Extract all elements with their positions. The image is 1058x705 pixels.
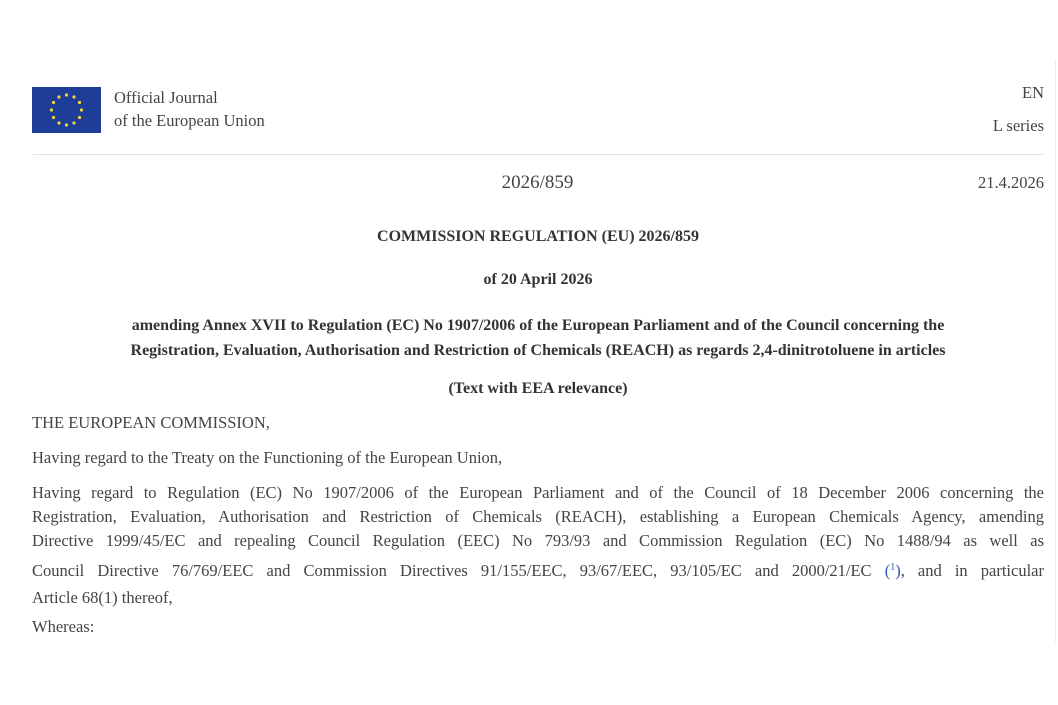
journal-title xyxy=(114,86,265,132)
eu-flag-icon xyxy=(32,87,101,133)
citation-line-5: Article 68(1) thereof, xyxy=(32,588,173,607)
journal-header xyxy=(32,83,1044,137)
footnote-number: 1 xyxy=(890,562,896,573)
series-label: L series xyxy=(992,116,1044,135)
regulation-citation xyxy=(32,481,1044,610)
eea-relevance-note: (Text with EEA relevance) xyxy=(448,380,628,397)
footnote-1-link[interactable] xyxy=(885,561,901,580)
treaty-citation: Having regard to the Treaty on the Functioning of the European Union, xyxy=(32,448,503,467)
document-number: 2026/859 xyxy=(501,172,574,193)
page-right-border xyxy=(1055,60,1056,642)
journal-title-line1: Official Journal xyxy=(114,88,218,107)
publication-date: 21.4.2026 xyxy=(978,173,1044,192)
regulation-subtitle-line1: amending Annex XVII to Regulation (EC) No 1907/2006 of the European Parliament and of the Council concerning the xyxy=(131,317,945,334)
journal-meta xyxy=(993,82,1044,137)
language-code: EN xyxy=(1022,83,1044,102)
regulation-subtitle-line2: Registration, Evaluation, Authorisation and Restriction of Chemicals (REACH) as regards 2,4-dinitrotoluene in articles xyxy=(130,342,946,359)
citation-line-2: Registration, Evaluation, Authorisation and Restriction of Chemicals (REACH), establishing a European Chemicals Agency, amending xyxy=(32,507,1044,526)
citation-line-4 xyxy=(32,553,1044,586)
regulation-subtitle xyxy=(32,313,1044,363)
citation-line-4-tail: , and in particular xyxy=(900,561,1044,580)
footnote-close-paren: ) xyxy=(895,561,901,580)
citation-line-4-text: Council Directive 76/769/EEC and Commission Directives 91/155/EEC, 93/67/EEC, 93/105/EC and 2000/21/EC xyxy=(32,561,872,580)
regulation-title: COMMISSION REGULATION (EU) 2026/859 xyxy=(377,228,699,245)
journal-title-line2: of the European Union xyxy=(114,111,265,130)
citation-line-3: Directive 1999/45/EC and repealing Council Regulation (EEC) No 793/93 and Commission Regulation (EC) No 1488/94 as well as xyxy=(32,531,1044,550)
header-divider xyxy=(33,154,1043,155)
citation-line-1: Having regard to Regulation (EC) No 1907/2006 of the European Parliament and of the Council of 18 December 2006 concerning the xyxy=(32,483,1044,502)
footnote-open-paren: ( xyxy=(884,561,891,580)
whereas-heading: Whereas: xyxy=(32,617,95,636)
commission-heading: THE EUROPEAN COMMISSION, xyxy=(32,413,270,432)
regulation-date: of 20 April 2026 xyxy=(483,271,593,288)
